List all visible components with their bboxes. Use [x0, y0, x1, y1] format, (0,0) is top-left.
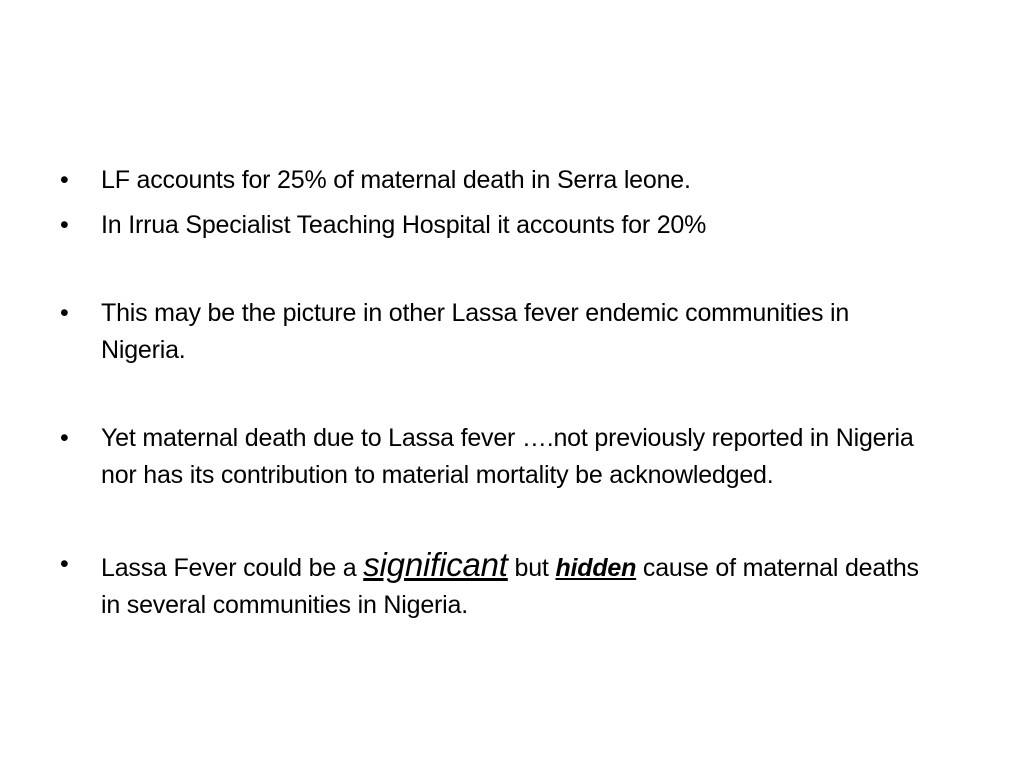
bullet-text: In Irrua Specialist Teaching Hospital it accounts for 20%	[101, 211, 707, 239]
bullet-item-1	[60, 162, 940, 199]
bullet-text-part-2: but	[507, 554, 556, 582]
bullet-text-part-1: Lassa Fever could be a	[101, 554, 364, 582]
bullet-icon: •	[60, 550, 69, 578]
bullet-text: This may be the picture in other Lassa fever endemic communities in Nigeria.	[101, 299, 850, 364]
bullet-item-4	[60, 420, 940, 494]
bullet-icon: •	[60, 166, 69, 194]
bullet-text: Yet maternal death due to Lassa fever ….not previously reported in Nigeria nor has its contribution to material mortality be acknowledged.	[101, 424, 914, 489]
hidden-emphasis: hidden	[555, 554, 637, 582]
bullet-icon: •	[60, 424, 69, 452]
bullet-item-2	[60, 207, 940, 244]
bullet-text: LF accounts for 25% of maternal death in Serra leone.	[101, 166, 691, 194]
significant-emphasis: significant	[363, 546, 508, 583]
bullet-item-3	[60, 295, 940, 369]
bullet-item-5	[60, 546, 940, 624]
bullet-list	[60, 162, 940, 624]
bullet-text-part-3: cause of maternal deaths in several communities in Nigeria.	[101, 554, 919, 619]
bullet-icon: •	[60, 211, 69, 239]
bullet-icon: •	[60, 299, 69, 327]
